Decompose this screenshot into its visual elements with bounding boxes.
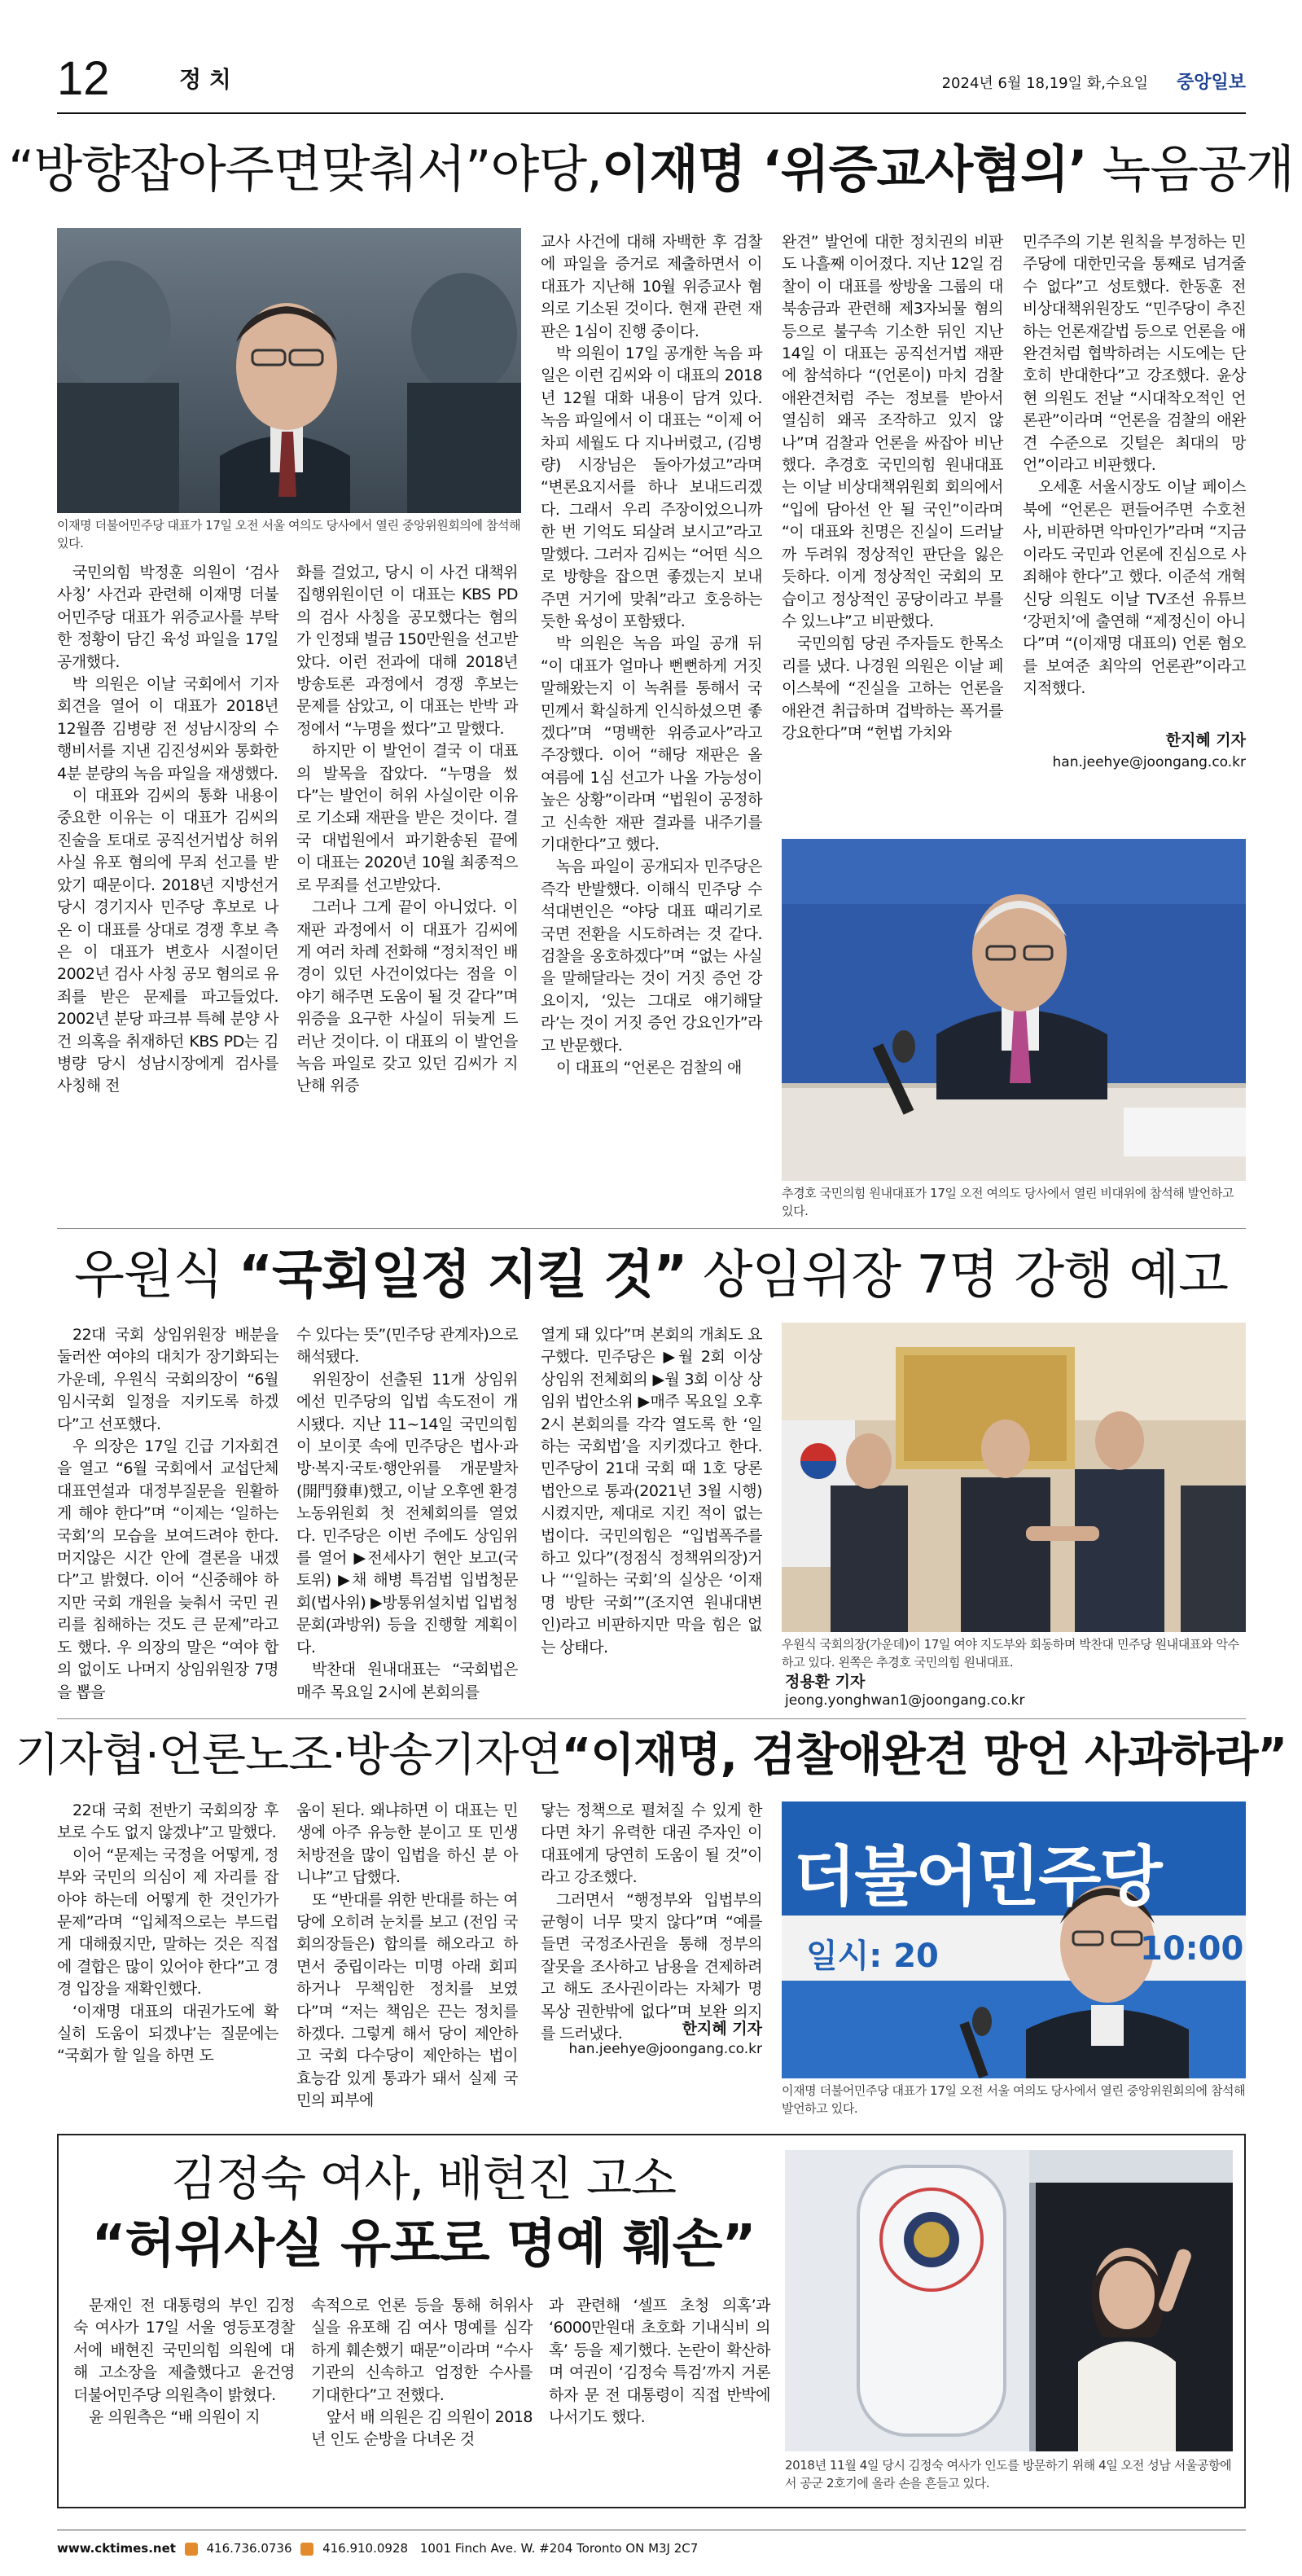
photo-lee-speaking xyxy=(782,1801,1246,2078)
paragraph: 이어 “문제는 국정을 어떻게, 정부와 국민의 의심이 제 자리를 잡아야 하는데 어떻게 한 것인가가 문제”라며 “입체적으로는 부드럽게 대해줬지만, 말하는 것은 직접에 결합은 많이 있어야 한다”고 경경 입장을 재확인했다. xyxy=(57,1845,278,1999)
paragraph: 완견” 발언에 대한 정치권의 비판도 나흘째 이어졌다. 지난 12일 검찰이 이 대표를 쌍방울 그룹의 대북송금과 관련해 제3자뇌물 혐의 등으로 불구속 기소한 뒤인 지난 14일 이 대표는 공직선거법 재판에 참석하다 “(언론이) 마치 검찰 애완견처럼 주는 정보를 받아서 열심히 왜곡 조작하고 있지 않나”며 검찰과 언론을 싸잡아 비난했다. 추경호 국민의힘 원내대표는 이날 비상대책위원회 회의에서 “입에 담아선 안 될 국인”이라며 “이 대표와 친명은 진실이 드러날까 두려워 정상적인 판단을 잃은 듯하다. 이게 정상적인 국회의 모습이고 정상적인 공당이라고 부를 수 있느냐”고 비판했다. xyxy=(782,233,1003,630)
paragraph: 속적으로 언론 등을 통해 허위사실을 유포해 김 여사 명예를 심각하게 훼손했기 때문”이라며 “수사기관의 신속하고 엄정한 수사를 기대한다”고 전했다. xyxy=(311,2297,533,2404)
paragraph: 그러나 그게 끝이 아니었다. 이 재판 과정에서 이 대표가 김씨에게 여러 차례 전화해 “정치적인 배경이 있던 사건이었다는 점을 이야기 해주면 도움이 될 것 같다”며 위증을 요구한 사실이 뒤늦게 드러난 것이다. 이 대표의 이 발언을 녹음 파일로 갖고 있던 김씨가 지난해 위증 xyxy=(296,898,518,1095)
article1-column-1 xyxy=(57,562,278,1098)
article1-column-2 xyxy=(296,562,518,1098)
backdrop-text: 더불어민주당 xyxy=(793,1839,1161,1915)
paragraph: 그러면서 “행정부와 입법부의 균형이 너무 맞지 않다”며 “예를 들면 국정조사권을 통해 정부의 잘못을 조사하고 남용을 견제하려고 해도 조사권이라는 자체가 명목상 권한밖에 없다”며 보완 의지를 드러냈다. xyxy=(541,1890,762,2043)
article1-headline xyxy=(0,137,1302,202)
paragraph: 박 의원은 이날 국회에서 기자회견을 열어 이 대표가 2018년 12월쯤 김병량 전 성남시장의 수행비서를 지낸 김진성씨와 통화한 4분 분량의 녹음 파일을 재생했다. xyxy=(57,675,278,783)
article2-column-2 xyxy=(296,1324,518,1704)
paragraph: 22대 국회 상임위원장 배분을 둘러싼 여야의 대치가 장기화되는 가운데, 우원식 국회의장이 “6월 임시국회 일정을 지키도록 하겠다”고 선포했다. xyxy=(57,1326,278,1433)
reporter-name: 정용환 기자 xyxy=(785,1673,866,1691)
headline-main: 이재명 ‘위증교사혐의’ xyxy=(601,139,1087,199)
paragraph: 문재인 전 대통령의 부인 김정숙 여사가 17일 서울 영등포경찰서에 배현진 국민의힘 의원에 대해 고소장을 제출했다고 윤건영 더불어민주당 의원측이 밝혔다. xyxy=(73,2297,295,2404)
footer xyxy=(57,2536,1246,2561)
article1-column-4 xyxy=(782,231,1003,744)
paragraph: ‘이재명 대표의 대권가도에 확실히 도움이 되겠냐’는 질문에는 “국회가 할 일을 하면 도 xyxy=(57,2002,278,2065)
photo1-caption: 이재명 더불어민주당 대표가 17일 오전 서울 여의도 당사에서 열린 중앙위원회의에 참석해 있다. xyxy=(57,518,521,551)
paragraph: 국민의힘 박정훈 의원이 ‘검사 사칭’ 사건과 관련해 이재명 더불어민주당 대표가 위증교사를 부탁한 정황이 담긴 육성 파일을 17일 공개했다. xyxy=(57,564,278,671)
headline-lead: 김정숙 여사, 배현진 고소 xyxy=(170,2151,677,2206)
paragraph: 수 있다는 뜻”(민주당 관계자)으로 해석됐다. xyxy=(296,1326,518,1367)
paragraph: 이 대표의 “언론은 검찰의 애 xyxy=(556,1059,742,1077)
headline-quote: “방향잡아주면맞춰서” xyxy=(8,139,491,199)
paragraph: 윤 의원측은 “배 의원이 지 xyxy=(89,2408,261,2427)
paragraph: 오세훈 서울시장도 이날 페이스북에 “언론은 편들어주면 수호천사, 비판하면 악마인가”라며 “지금이라도 국민과 언론에 진심으로 사죄해야 한다”고 했다. 이준석 개혁신당 의원도 이날 TV조선 유튜브 ‘강펀치’에 출연해 “제정신이 아니다”며 “(이재명 대표의) 언론 혐오를 보여준 최악의 언론관”이라고 지적했다. xyxy=(1023,478,1246,698)
newspaper-logo: 중앙일보 xyxy=(1176,72,1246,93)
headline-name: 우원식 xyxy=(74,1245,223,1306)
backdrop-time: 10:00 xyxy=(1140,1930,1244,1968)
article1-reporter xyxy=(1023,728,1246,750)
paragraph: 22대 국회 전반기 국회의장 후보로 수도 없지 않겠냐”고 말했다. xyxy=(57,1801,278,1842)
article4-column-1 xyxy=(73,2295,295,2429)
headline-quote: “허위사실 유포로 명예 훼손” xyxy=(91,2214,756,2275)
paragraph: 위원장이 선출된 11개 상임위에선 민주당의 입법 속도전이 개시됐다. 지난 11~14일 국민의힘이 보이콧 속에 민주당은 법사·과방·복지·국토·행안위를 개문발차(開門發車)했고, 이날 오후엔 환경노동위원회 첫 전체회의를 열었다. 민주당은 이번 주에도 상임위를 열어 ▶전세사기 현안 보고(국토위) ▶채 해병 특검법 입법청문회(법사위) ▶방통위설치법 입법청문회(과방위) 등을 진행할 계획이다. xyxy=(296,1370,518,1657)
photo3-caption: 우원식 국회의장(가운데)이 17일 여야 지도부와 회동하며 박찬대 민주당 원내대표와 악수하고 있다. 왼쪽은 추경호 국민의힘 원내대표. xyxy=(782,1637,1239,1670)
header-rule xyxy=(57,112,1246,114)
fax-icon xyxy=(300,2543,313,2556)
article3-column-3 xyxy=(541,1800,762,2045)
article2-column-1 xyxy=(57,1324,278,1704)
headline-quote: “국회일정 지킬 것” xyxy=(238,1245,687,1306)
headline-lead: 기자협·언론노조·방송기자연 xyxy=(15,1729,562,1782)
footer-address: 1001 Finch Ave. W. #204 Toronto ON M3J 2C7 xyxy=(419,2541,699,2556)
article1-column-3 xyxy=(541,231,762,1079)
article2-column-3 xyxy=(541,1324,762,1659)
photo-national-assembly-meeting xyxy=(782,1323,1246,1632)
reporter-name: 한지혜 기자 xyxy=(682,2020,762,2038)
page-header xyxy=(57,50,1246,108)
article4-headline xyxy=(73,2147,774,2279)
article1-email: han.jeehye@joongang.co.kr xyxy=(1052,754,1246,770)
paragraph: 움이 된다. 왜냐하면 이 대표는 민생에 아주 유능한 분이고 또 민생 처방전을 많이 입법을 하신 분 아니냐”고 답했다. xyxy=(296,1801,518,1887)
headline-quote: “이재명, 검찰애완견 망언 사과하라” xyxy=(561,1729,1287,1782)
headline-tail: 상임위장 7명 강행 예고 xyxy=(702,1245,1228,1306)
photo4-caption: 이재명 더불어민주당 대표가 17일 오전 서울 여의도 당사에서 열린 중앙위원회의에 참석해 발언하고 있다. xyxy=(782,2083,1246,2116)
section-label: 정 치 xyxy=(179,66,231,93)
photo-kim-jungsook-airplane xyxy=(785,2150,1233,2451)
paragraph: 녹음 파일이 공개되자 민주당은 즉각 반발했다. 이해식 민주당 수석대변인은 “야당 대표 때리기로 국면 전환을 시도하려는 것 같다. 검찰을 옹호하겠다”며 “없는 사실을 말해달라는 것이 거짓 증언 강요이지, ‘있는 그대로 얘기해달라’는 것이 거짓 증언 강요인가”라고 반문했다. xyxy=(541,858,762,1055)
article4-column-2 xyxy=(311,2295,533,2451)
article3-column-2 xyxy=(296,1800,518,2113)
divider xyxy=(57,1718,1246,1719)
issue-date: 2024년 6월 18,19일 화,수요일 xyxy=(941,75,1148,92)
article2-reporter xyxy=(541,1670,984,1692)
article1-column-5 xyxy=(1023,231,1246,700)
article3-headline xyxy=(0,1725,1302,1787)
photo2-caption: 추경호 국민의힘 원내대표가 17일 오전 여의도 당사에서 열린 비대위에 참석해 발언하고 있다. xyxy=(782,1186,1234,1218)
article2-email: jeong.yonghwan1@joongang.co.kr xyxy=(785,1692,1025,1709)
paragraph: 화를 걸었고, 당시 이 사건 대책위 집행위원이던 이 대표는 KBS PD의 검사 사칭을 공모했다는 혐의가 인정돼 벌금 150만원을 선고받았다. 이런 전과에 대해 2018년 방송토론 과정에서 경쟁 후보는 문제를 삼았고, 이 대표는 반박 과정에서 “누명을 썼다”고 말했다. xyxy=(296,564,518,738)
paragraph: 또 “반대를 위한 반대를 하는 여당에 오히려 눈치를 보고 (전임 국회의장들은) 합의를 해오라고 하면서 중립이라는 미명 아래 회피하거나 무책임한 정치를 보였다”며 “저는 책임은 끈는 정치를 하겠다. 그렇게 해서 당이 제안하고 국회 다수당이 제안하는 법이 효능감 있게 통과가 돼서 실제 국민의 피부에 xyxy=(296,1890,518,2110)
footer-phone-2: 416.910.0928 xyxy=(322,2541,409,2556)
paragraph: 앞서 배 의원은 김 의원이 2018년 인도 순방을 다녀온 것 xyxy=(311,2408,533,2449)
paragraph: 이 대표와 김씨의 통화 내용이 중요한 이유는 이 대표가 김씨의 진술을 토대로 공직선거법상 허위사실 유포 혐의에 무죄 선고를 받았기 때문이다. 2018년 지방선거 당시 경기지사 민주당 후보로 나온 이 대표를 상대로 경쟁 후보 측은 이 대표가 변호사 시절이던 2002년 검사 사칭 공모 혐의로 유죄를 받은 문제를 파고들었다. 2002년 분당 파크뷰 특혜 분양 사건 의혹을 취재하던 KBS PD는 김병량 당시 성남시장에게 검사를 사칭해 전 xyxy=(57,787,278,1095)
phone-icon xyxy=(185,2543,198,2556)
photo-lee-jaemyung xyxy=(57,228,521,513)
headline-tail: 녹음공개 xyxy=(1102,139,1294,199)
paragraph: 박찬대 원내대표는 “국회법은 매주 목요일 2시에 본회의를 xyxy=(296,1661,518,1701)
divider xyxy=(57,1228,1246,1229)
paragraph: 박 의원은 녹음 파일 공개 뒤 “이 대표가 얼마나 뻔뻔하게 거짓말해왔는지 이 녹취를 통해서 국민께서 확실하게 인식하셨으면 좋겠다”며 “명백한 위증교사”라고 주장했다. 이어 “해당 재판은 올 여름에 1심 선고가 나올 가능성이 높은 상황”이라며 “법원이 공정하고 신속한 재판 결과를 내주기를 기대한다”고 했다. xyxy=(541,634,762,854)
photo-choo-kyungho xyxy=(782,839,1246,1181)
footer-phone-1: 416.736.0736 xyxy=(206,2541,292,2556)
article3-column-1 xyxy=(57,1800,278,2068)
headline-lead: 야당, xyxy=(490,139,602,199)
paragraph: 민주주의 기본 원칙을 부정하는 민주당에 대한민국을 통째로 넘겨줄 수 없다”고 성토했다. 한동훈 전 비상대책위원장도 “민주당이 추진하는 언론재갈법 등으로 언론을 애완견처럼 협박하려는 시도에는 단호히 반대한다”고 강조했다. 윤상현 의원도 전날 “시대착오적인 언론관”이라며 “언론을 검찰의 애완견 수준으로 깃털은 최대의 망언”이라고 비판했다. xyxy=(1023,233,1246,475)
page-number: 12 xyxy=(57,52,110,105)
footer-url[interactable]: www.cktimes.net xyxy=(57,2541,176,2556)
article3-reporter xyxy=(541,2016,762,2038)
backdrop-date: 일시: 20 xyxy=(806,1937,939,1975)
paragraph: 박 의원이 17일 공개한 녹음 파일은 이런 김씨와 이 대표의 2018년 12월 대화 내용이 담겨 있다. 녹음 파일에서 이 대표는 “이제 어차피 세월도 다 지나버렸고, (김병량) 시장님은 돌아가셨고”라며 “변론요지서를 하나 보내드리겠다. 그래서 우리 주장이었으니까 한 번 기억도 되살려 보시고”라고 말했다. 그러자 김씨는 “어떤 식으로 방향을 잡으면 좋겠는지 보내주면 거기에 맞춰”라고 호응하는 듯한 육성이 포함됐다. xyxy=(541,344,762,630)
paragraph: 과 관련해 ‘셀프 초청 의혹’과 ‘6000만원대 초호화 기내식비 의혹’ 등을 제기했다. 논란이 확산하며 여권이 ‘김정숙 특검’까지 거론하자 문 전 대통령이 직접 반박에 나서기도 했다. xyxy=(549,2297,770,2427)
paragraph: 열게 돼 있다”며 본회의 개최도 요구했다. 민주당은 ▶월 2회 이상 상임위 전체회의 ▶월 3회 이상 상임위 법안소위 ▶매주 목요일 오후 2시 본회의를 각각 열도록 한 ‘일하는 국회법’을 지키겠다고 한다. 민주당이 21대 국회 때 1호 당론 법안으로 통과(2021년 3월 시행)시켰지만, 제대로 지킨 적이 없는 법이다. 국민의힘은 “입법폭주를 하고 있다”(정점식 정책위의장)거나 “‘일하는 국회’의 실상은 ‘이재명 방탄 국회’”(조지연 원내대변인)라고 비판하지만 막을 힘은 없는 상태다. xyxy=(541,1326,762,1657)
paragraph: 교사 사건에 대해 자백한 후 검찰에 파일을 증거로 제출하면서 이 대표가 지난해 10월 위증교사 혐의로 기소된 것이다. 현재 관련 재판은 1심이 진행 중이다. xyxy=(541,233,762,340)
photo5-caption: 2018년 11월 4일 당시 김정숙 여사가 인도를 방문하기 위해 4일 오전 성남 서울공항에서 공군 2호기에 올라 손을 흔들고 있다. xyxy=(785,2458,1232,2490)
paragraph: 닿는 정책으로 펼쳐질 수 있게 한다면 차기 유력한 대권 주자인 이 대표에게 당연히 도움이 될 것”이라고 강조했다. xyxy=(541,1801,762,1887)
paragraph: 하지만 이 발언이 결국 이 대표의 발목을 잡았다. “누명을 썼다”는 발언이 허위 사실이란 이유로 기소돼 재판을 받은 것이다. 결국 대법원에서 파기환송된 끝에 이 대표는 2020년 10월 최종적으로 무죄를 선고받았다. xyxy=(296,742,518,894)
reporter-name: 한지혜 기자 xyxy=(1165,731,1246,749)
article4-column-3 xyxy=(549,2295,770,2429)
paragraph: 국민의힘 당권 주자들도 한목소리를 냈다. 나경원 의원은 이날 페이스북에 “진실을 고하는 언론을 애완견 취급하며 겁박하는 폭거를 강요한다”며 “헌법 가치와 xyxy=(782,634,1003,742)
paragraph: 우 의장은 17일 긴급 기자회견을 열고 “6월 국회에서 교섭단체 대표연설과 대정부질문을 원활하게 해야 한다”며 “이제는 ‘일하는 국회’의 모습을 보여드려야 한다. 머지않은 시간 안에 결론을 내겠다”고 밝혔다. 이어 “신중해야 하지만 국회 개원을 늦춰서 국민 권리를 침해하는 것도 큰 문제”라고도 했다. 우 의장의 말은 “여야 합의 없이도 나머지 상임위원장 7명을 뽑을 xyxy=(57,1437,278,1701)
article2-headline xyxy=(0,1241,1302,1310)
article3-email: han.jeehye@joongang.co.kr xyxy=(568,2041,762,2057)
